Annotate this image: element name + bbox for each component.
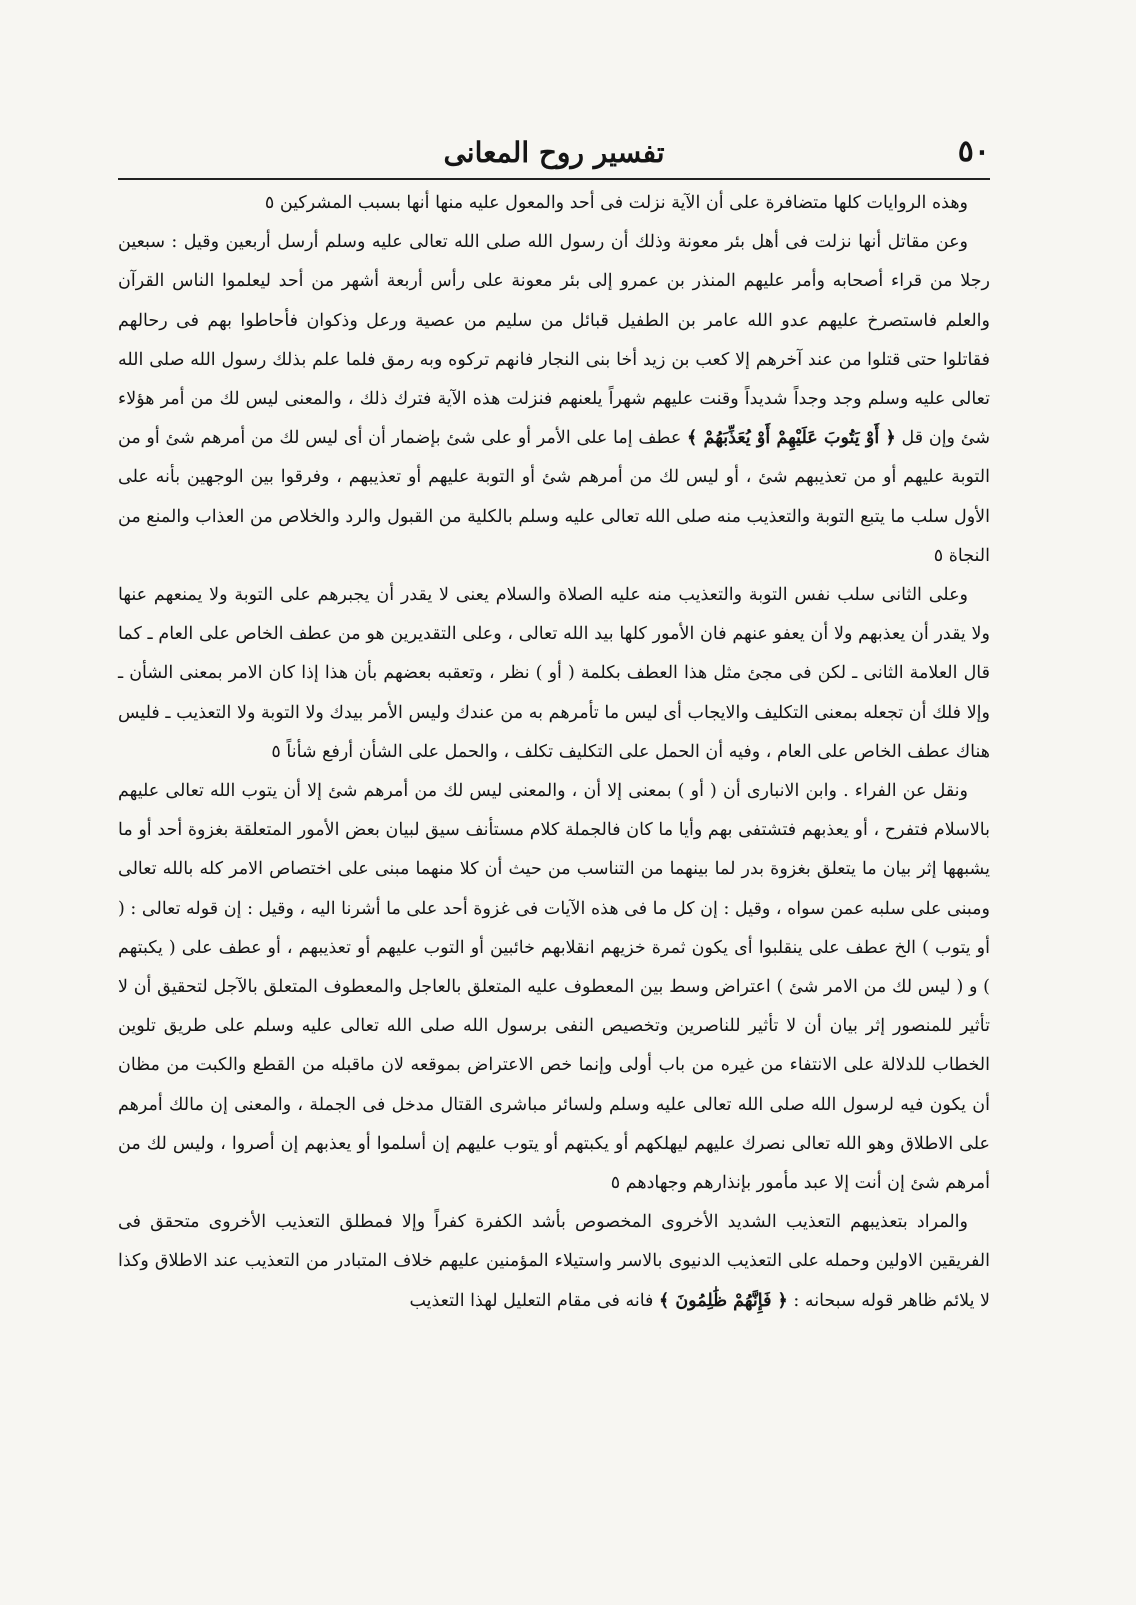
running-head [118, 128, 990, 172]
paragraph-text: فانه فى مقام التعليل لهذا التعذيب [409, 1290, 654, 1311]
paragraph-text: وعلى الثانى سلب نفس التوبة والتعذيب منه عليه الصلاة والسلام يعنى لا يقدر أن يجبرهم على التوبة ولا يمنعهم عنها ولا يقدر أن يعذبهم ولا أن يعفو عنهم فان الأمور كلها بيد الله تعالى ، وعلى التقديرين هو من عطف الخاص على العام ـ كما قال العلامة الثانى ـ لكن فى مجئ مثل هذا العطف بكلمة ( أو ) نظر ، وتعقبه بعضهم بأن هذا إذا كان الامر بمعنى الشأن ـ وإلا فلك أن تجعله بمعنى التكليف والايجاب أى ليس ما تأمرهم به من عندك وليس الأمر بيدك ولا التوبة ولا التعذيب ـ فليس هناك عطف الخاص على العام ، وفيه أن الحمل على التكليف تكلف ، والحمل على الشأن أرفع شأناً ٥ [118, 585, 990, 762]
page-title: تفسير روح المعانى [443, 136, 665, 169]
paragraph-5 [118, 1203, 990, 1321]
paragraph-text: عطف إما على الأمر أو على شئ بإضمار أن أى ليس لك من أمرهم شئ أو من التوبة عليهم أو من تعذيبهم شئ ، أو ليس لك من أمرهم شئ أو التوبة عليهم أو تعذيبهم ، وفرقوا بين الوجهين بأنه على الأول سلب ما يتبع التوبة والتعذيب منه صلى الله تعالى عليه وسلم بالكلية من القبول والرد والخلاص من العذاب والمنع من النجاة ٥ [118, 428, 990, 566]
paragraph-text: وهذه الروايات كلها متضافرة على أن الآية نزلت فى أحد والمعول عليه منها أنها بسبب المشركين ٥ [264, 193, 968, 213]
quran-quote: ﴿ فَإِنَّهُمْ ظَٰلِمُونَ ﴾ [658, 1290, 788, 1311]
paragraph-3 [118, 576, 990, 772]
quran-quote: ﴿ أَوْ يَتُوبَ عَلَيْهِمْ أَوْ يُعَذِّبَهُمْ ﴾ [687, 428, 896, 449]
page-number: ٥٠ [957, 134, 990, 169]
paragraph-text: ونقل عن الفراء . وابن الانبارى أن ( أو ) بمعنى إلا أن ، والمعنى ليس لك من أمرهم شئ إلا أن يتوب الله تعالى عليهم بالاسلام فتفرح ، أو يعذبهم فتشتفى بهم وأيا ما كان فالجملة كلام مستأنف سيق لبيان بعض الأمور المتعلقة بغزوة أحد أو ما يشبهها إثر بيان ما يتعلق بغزوة بدر لما بينهما من التناسب من حيث أن كلا منهما مبنى على اختصاص الامر كله بالله تعالى ومبنى على سلبه عمن سواه ، وقيل : إن كل ما فى هذه الآيات فى غزوة أحد على ما أشرنا اليه ، وقيل : إن قوله تعالى : ( أو يتوب ) الخ عطف على ينقلبوا أى يكون ثمرة خزيهم انقلابهم خائبين أو التوب عليهم أو تعذيبهم ، أو عطف على ( يكبتهم ) و ( ليس لك من الامر شئ ) اعتراض وسط بين المعطوف عليه المتعلق بالعاجل والمعطوف المتعلق بالآجل لتحقيق أن لا تأثير للمنصور إثر بيان أن لا تأثير للناصرين وتخصيص النفى برسول الله صلى الله تعالى عليه وسلم على طريق تلوين الخطاب للدلالة على الانتفاء من غيره من باب أولى وإنما خص الاعتراض بموقعه لان ماقبله من القطع والكبت من مظان أن يكون فيه لرسول الله صلى الله تعالى عليه وسلم ولسائر مباشرى القتال مدخل فى الجملة ، والمعنى إن مالك أمرهم على الاطلاق وهو الله تعالى نصرك عليهم ليهلكهم أو يكبتهم أو يتوب عليهم إن أسلموا أو يعذبهم إن أصروا ، وليس لك من أمرهم شئ إن أنت إلا عبد مأمور بإنذارهم وجهادهم ٥ [118, 781, 990, 1194]
body-text [118, 184, 990, 1321]
header-rule [118, 178, 990, 180]
paragraph-text: والمراد بتعذيبهم التعذيب الشديد الأخروى المخصوص بأشد الكفرة كفراً وإلا فمطلق التعذيب الأخروى متحقق فى الفريقين الاولين وحمله على التعذيب الدنيوى بالاسر واستيلاء المؤمنين عليهم خلاف المتبادر من التعذيب عند الاطلاق وكذا لا يلائم ظاهر قوله سبحانه : [118, 1212, 990, 1311]
paragraph-2 [118, 223, 990, 576]
paragraph-1 [118, 184, 990, 223]
paragraph-4 [118, 772, 990, 1203]
paragraph-text: وعن مقاتل أنها نزلت فى أهل بئر معونة وذلك أن رسول الله صلى الله تعالى عليه وسلم أرسل أربعين وقيل : سبعين رجلا من قراء أصحابه وأمر عليهم المنذر بن عمرو إلى بئر معونة على رأس أربعة أشهر من أحد ليعلموا الناس القرآن والعلم فاستصرخ عليهم عدو الله عامر بن الطفيل قبائل من سليم من عصية ورعل وذكوان فأحاطوا بهم فى رحالهم فقاتلوا حتى قتلوا من عند آخرهم إلا كعب بن زيد أخا بنى النجار فانهم تركوه وبه رمق فلما علم بذلك رسول الله صلى الله تعالى عليه وسلم وجد وجداً شديداً وقنت عليهم شهراً يلعنهم فنزلت هذه الآية فترك ذلك ، والمعنى ليس لك من أمر هؤلاء شئ وإن قل [118, 232, 990, 449]
